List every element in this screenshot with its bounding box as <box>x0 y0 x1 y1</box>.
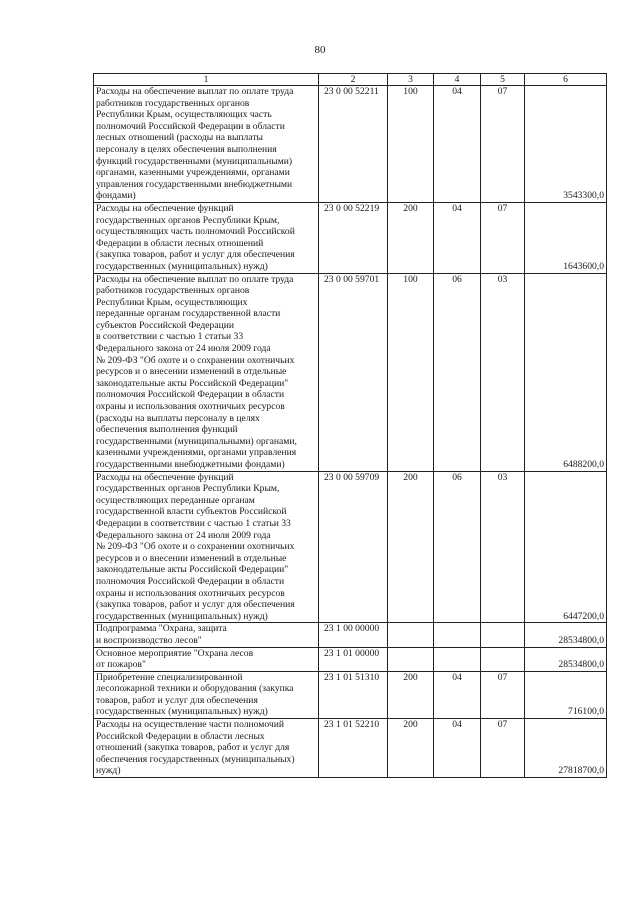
description-line: государственных (муниципальных) нужд) <box>96 706 268 718</box>
table-row <box>94 647 607 671</box>
description-line: в соответствии с частью 1 статьи 33 <box>96 331 244 343</box>
description-line: № 209-ФЗ "Об охоте и о сохранении охотничьих <box>96 354 295 366</box>
header-col-4: 4 <box>434 74 481 86</box>
row-col-3 <box>388 647 434 671</box>
row-col-3: 200 <box>388 471 434 623</box>
row-amount: 3543300,0 <box>525 86 607 203</box>
row-col-4 <box>434 623 481 647</box>
description-line: охраны и использования охотничьих ресурсов <box>96 587 285 599</box>
row-col-4 <box>434 647 481 671</box>
description-line: (расходы на выплаты персоналу в целях <box>96 412 260 424</box>
description-line: государственной власти субъектов Российской <box>96 506 287 518</box>
description-line: персоналу в целях обеспечения выполнения <box>96 143 277 155</box>
description-line: работников государственных органов <box>96 97 250 109</box>
description-line: Федерации в области лесных отношений <box>96 237 264 249</box>
header-col-3: 3 <box>388 74 434 86</box>
description-line: управления государственными внебюджетными <box>96 178 293 190</box>
description-line: переданные органам государственной власти <box>96 308 281 320</box>
description-line: государственных органов Республики Крым, <box>96 214 280 226</box>
row-col-4: 04 <box>434 202 481 273</box>
description-line: работников государственных органов <box>96 285 250 297</box>
description-line: осуществляющих часть полномочий Российской <box>96 226 295 238</box>
row-description <box>94 647 319 671</box>
description-line: охраны и использования охотничьих ресурсов <box>96 401 285 413</box>
row-code: 23 1 00 00000 <box>319 623 388 647</box>
row-amount: 6488200,0 <box>525 273 607 471</box>
description-line: обеспечения государственных (муниципальных) <box>96 753 295 765</box>
row-amount: 28534800,0 <box>525 647 607 671</box>
description-line: Расходы на обеспечение выплат по оплате труда <box>96 273 294 285</box>
row-code: 23 0 00 52219 <box>319 202 388 273</box>
row-amount: 716100,0 <box>525 671 607 718</box>
description-line: Республики Крым, осуществляющих <box>96 296 248 308</box>
header-col-5: 5 <box>481 74 525 86</box>
description-line: полномочия Российской Федерации в области <box>96 575 285 587</box>
row-amount: 28534800,0 <box>525 623 607 647</box>
row-col-5: 07 <box>481 719 525 778</box>
row-col-5: 03 <box>481 471 525 623</box>
row-code: 23 1 01 51310 <box>319 671 388 718</box>
description-line: Федерального закона от 24 июля 2009 года <box>96 343 271 355</box>
table-row <box>94 273 607 471</box>
description-line: Основное мероприятие "Охрана лесов <box>96 647 254 659</box>
row-col-3: 200 <box>388 719 434 778</box>
description-line: нужд) <box>96 765 121 777</box>
row-col-3: 200 <box>388 671 434 718</box>
description-line: Федерации в соответствии с частью 1 статьи 33 <box>96 517 291 529</box>
row-col-5: 07 <box>481 86 525 203</box>
row-col-3 <box>388 623 434 647</box>
description-line: государственными (муниципальными) органами, <box>96 435 297 447</box>
description-line: законодательные акты Российской Федерации" <box>96 377 289 389</box>
row-col-4: 06 <box>434 471 481 623</box>
description-line: отношений (закупка товаров, работ и услуг для <box>96 742 290 754</box>
description-line: государственными внебюджетными фондами) <box>96 459 285 470</box>
description-line: Подпрограмма "Охрана, защита <box>96 623 227 635</box>
page-number: 80 <box>314 44 326 56</box>
description-line: органами, казенными учреждениями, органами <box>96 167 290 179</box>
table-row <box>94 623 607 647</box>
header-row <box>94 74 607 86</box>
description-line: ресурсов и о внесении изменений в отдельные <box>96 366 287 378</box>
description-line: государственных органов Республики Крым, <box>96 483 280 495</box>
row-description <box>94 86 319 203</box>
description-line: от пожаров" <box>96 659 146 671</box>
header-col-1: 1 <box>94 74 319 86</box>
row-description <box>94 671 319 718</box>
description-line: фондами) <box>96 190 136 202</box>
description-line: Расходы на осуществление части полномочий <box>96 719 284 731</box>
description-line: казенными учреждениями, органами управления <box>96 447 297 459</box>
description-line: осуществляющих переданные органам <box>96 494 255 506</box>
row-col-4: 04 <box>434 719 481 778</box>
row-col-5 <box>481 623 525 647</box>
description-line: лесопожарной техники и оборудования (закупка <box>96 683 294 695</box>
row-col-5: 07 <box>481 671 525 718</box>
description-line: Расходы на обеспечение функций <box>96 471 234 483</box>
row-code: 23 1 01 00000 <box>319 647 388 671</box>
description-line: полномочия Российской Федерации в области <box>96 389 285 401</box>
description-line: государственных (муниципальных) нужд) <box>96 610 268 622</box>
row-col-3: 100 <box>388 273 434 471</box>
row-col-5: 07 <box>481 202 525 273</box>
description-line: государственных (муниципальных) нужд) <box>96 260 268 272</box>
row-description <box>94 719 319 778</box>
table-row <box>94 471 607 623</box>
row-amount: 6447200,0 <box>525 471 607 623</box>
row-code: 23 0 00 59701 <box>319 273 388 471</box>
description-line: Федерального закона от 24 июля 2009 года <box>96 529 271 541</box>
budget-table <box>93 73 607 778</box>
description-line: товаров, работ и услуг для обеспечения <box>96 694 258 706</box>
table-row <box>94 86 607 203</box>
row-code: 23 1 01 52210 <box>319 719 388 778</box>
table-body <box>94 74 607 778</box>
description-line: Приобретение специализированной <box>96 671 243 683</box>
description-line: (закупка товаров, работ и услуг для обеспечения <box>96 249 295 261</box>
row-amount: 1643600,0 <box>525 202 607 273</box>
description-line: № 209-ФЗ "Об охоте и о сохранении охотничьих <box>96 541 295 553</box>
description-line: Расходы на обеспечение выплат по оплате труда <box>96 86 294 97</box>
table-row <box>94 719 607 778</box>
description-line: Расходы на обеспечение функций <box>96 202 234 214</box>
description-line: Республики Крым, осуществляющих часть <box>96 109 272 121</box>
row-amount: 27818700,0 <box>525 719 607 778</box>
description-line: законодательные акты Российской Федерации" <box>96 564 289 576</box>
row-col-5: 03 <box>481 273 525 471</box>
description-line: Российской Федерации в области лесных <box>96 730 265 742</box>
description-line: (закупка товаров, работ и услуг для обеспечения <box>96 599 295 611</box>
row-col-3: 200 <box>388 202 434 273</box>
row-description <box>94 202 319 273</box>
description-line: полномочий Российской Федерации в области <box>96 120 285 132</box>
row-col-3: 100 <box>388 86 434 203</box>
row-col-4: 06 <box>434 273 481 471</box>
row-code: 23 0 00 59709 <box>319 471 388 623</box>
row-description <box>94 623 319 647</box>
row-description <box>94 471 319 623</box>
row-code: 23 0 00 52211 <box>319 86 388 203</box>
description-line: ресурсов и о внесении изменений в отдельные <box>96 552 287 564</box>
table-row <box>94 671 607 718</box>
row-description <box>94 273 319 471</box>
description-line: лесных отношений (расходы на выплаты <box>96 132 263 144</box>
table-row <box>94 202 607 273</box>
row-col-5 <box>481 647 525 671</box>
description-line: и воспроизводство лесов" <box>96 634 202 646</box>
description-line: обеспечения выполнения функций <box>96 424 238 436</box>
row-col-4: 04 <box>434 86 481 203</box>
header-col-6: 6 <box>525 74 607 86</box>
description-line: функций государственными (муниципальными) <box>96 155 293 167</box>
row-col-4: 04 <box>434 671 481 718</box>
header-col-2: 2 <box>319 74 388 86</box>
description-line: субъектов Российской Федерации <box>96 319 234 331</box>
